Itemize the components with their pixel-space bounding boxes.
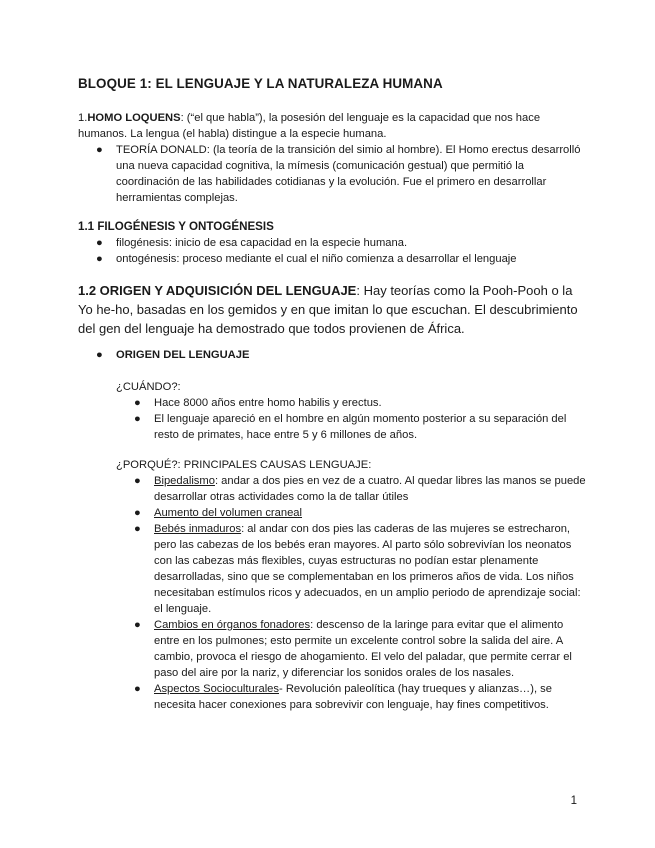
list-item [134,411,586,443]
filogenesis-text: filogénesis: inicio de esa capacidad en la especie humana. [116,237,408,249]
origen-adquisicion-paragraph [78,281,583,338]
homo-loquens-term: HOMO LOQUENS [87,112,181,124]
list-item [134,617,586,681]
causa-term: Bipedalismo [154,475,215,487]
bullet-icon: ● [134,619,141,631]
cuando-list [134,395,586,443]
cuando-item-text: El lenguaje apareció en el hombre en algún momento posterior a su separación del resto de primates, hace entre 5 y 6 millones de años. [154,413,567,441]
origen-heading: ORIGEN DEL LENGUAJE [116,349,250,361]
bullet-icon: ● [96,237,103,249]
bullet-icon: ● [134,397,141,409]
cuando-item-text: Hace 8000 años entre homo habilis y erectus. [154,397,382,409]
porque-label: ¿PORQUÉ?: PRINCIPALES CAUSAS LENGUAJE: [116,459,372,471]
causa-term: Cambios en órganos fonadores [154,619,311,631]
page-title: BLOQUE 1: EL LENGUAJE Y LA NATURALEZA HUMANA [78,76,443,91]
homo-loquens-text: : (“el que habla”), la posesión del lenguaje es la capacidad que nos hace humanos. La lengua (el habla) distingue a la especie humana. [78,112,541,140]
ontogenesis-text: ontogénesis: proceso mediante el cual el niño comienza a desarrollar el lenguaje [116,253,517,265]
bullet-icon: ● [96,253,103,265]
list-item [96,235,586,251]
bullet-icon: ● [96,349,103,361]
list-item [134,505,586,521]
causa-text: : descenso de la laringe para evitar que el alimento entre en los pulmones; esto permite un excelente control sobre la salida del aire. A cambio, provoca el riesgo de ahogamiento. El velo del paladar, que permite cerrar el paso del aire por la nariz, y diferenciar los sonidos orales de los nasales. [154,619,572,679]
origen-adquisicion-heading: 1.2 ORIGEN Y ADQUISICIÓN DEL LENGUAJE [78,283,357,298]
page-number: 1 [570,795,577,807]
list-item [134,681,586,713]
list-item [134,395,586,411]
causa-text: - Revolución paleolítica (hay trueques y alianzas…), se necesita hacer conexiones para sobrevivir con lenguaje, hay fines competitivos. [154,683,552,711]
causa-term: Aspectos Socioculturales [154,683,279,695]
origen-heading-list [96,347,586,363]
bullet-icon: ● [134,523,141,535]
list-item [134,521,586,617]
homo-loquens-paragraph [78,110,583,142]
teoria-donald-list [96,142,586,206]
causa-text: : andar a dos pies en vez de a cuatro. Al quedar libres las manos se puede desarrollar otras actividades como la de tallar útiles [154,475,586,503]
list-item [96,142,586,206]
bullet-icon: ● [134,475,141,487]
causa-term: Aumento del volumen craneal [154,507,303,519]
cuando-label: ¿CUÁNDO?: [116,381,181,393]
causa-term: Bebés inmaduros [154,523,242,535]
list-item [96,347,586,363]
filogenesis-list [96,235,586,267]
causa-text: : al andar con dos pies las caderas de las mujeres se estrecharon, pero las cabezas de los bebés eran mayores. Al parto sólo sobrevivían los neonatos con las cabezas más flexibles, cuyas estructuras no podían estar plenamente desarrolladas, sino que se complementaban en los primeros años de vida. Los niños necesitaban estímulos ricos y adecuados, en un amplio periodo de aprendizaje social: el lenguaje. [154,523,581,615]
list-item [134,473,586,505]
bullet-icon: ● [96,144,103,156]
list-item [96,251,586,267]
origen-adquisicion-text: : Hay teorías como la Pooh-Pooh o la Yo he-ho, basadas en los gemidos y en que imitan lo que escuchan. El descubrimiento del gen del lenguaje ha demostrado que todos provienen de África. [78,283,578,336]
bullet-icon: ● [134,683,141,695]
bullet-icon: ● [134,507,141,519]
section-number: 1. [78,112,88,124]
causas-list [134,473,586,713]
teoria-donald-text: TEORÍA DONALD: (la teoría de la transición del simio al hombre). El Homo erectus desarrolló una nueva capacidad cognitiva, la mímesis (comunicación gestual) que permitió la coordinación de las habilidades cotidianas y la evolución. Fue el primero en desarrollar herramientas complejas. [116,144,581,204]
bullet-icon: ● [134,413,141,425]
filogenesis-heading: 1.1 FILOGÉNESIS Y ONTOGÉNESIS [78,220,274,233]
